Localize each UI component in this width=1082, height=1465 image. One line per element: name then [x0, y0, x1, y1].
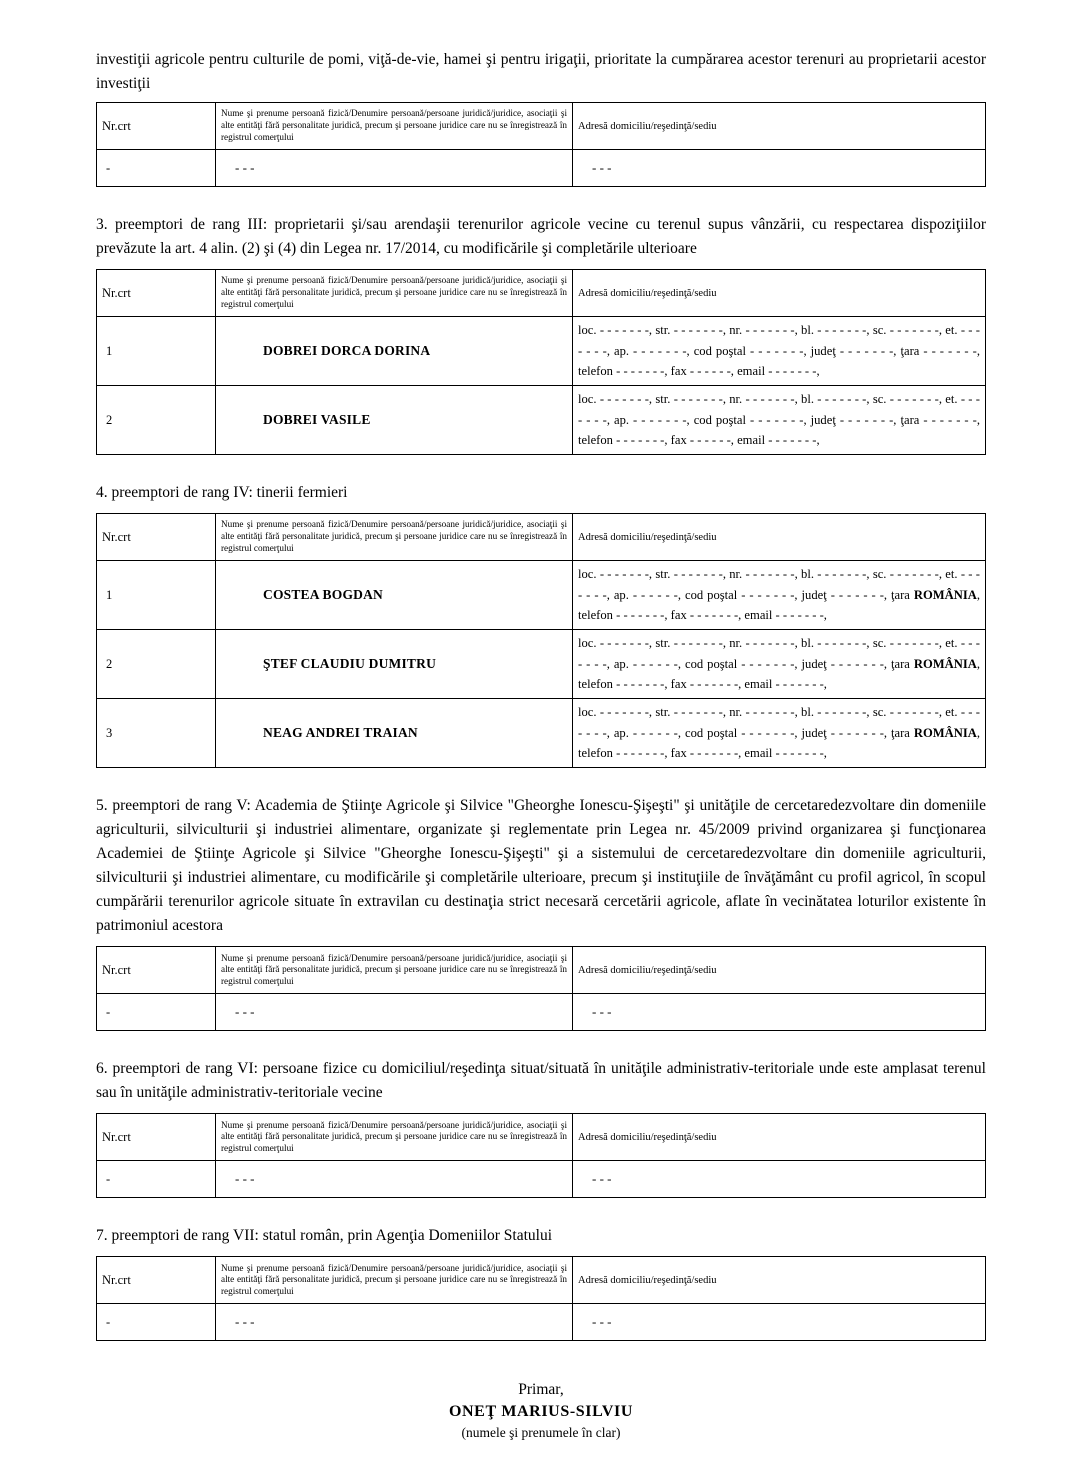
table-row: [97, 699, 986, 768]
preemptors-table-rank4: [96, 513, 986, 768]
address-text: loc. - - - - - - -, str. - - - - - - -, nr. - - - - - - -, bl. - - - - - - -, sc. - - - - - - -, et. - - - - - - -, ap. - - - - - - -, cod poştal - - - - - - -, judeţ - - - - - - -, ţara - - - - - - -, telefon - - - - - - -, fax - - - - - -, email - - - - - - -,: [578, 392, 980, 448]
header-cell-address: Adresă domiciliu/reşedinţă/sediu: [573, 1114, 986, 1161]
signature-note: (numele şi prenumele în clar): [461, 1425, 621, 1441]
header-cell-nr: Nr.crt: [97, 103, 216, 150]
address-text-post: , telefon - - - - - - -, fax - - - - - - -, email - - - - - - -,: [578, 725, 980, 761]
table-row: [97, 317, 986, 386]
header-cell-name: Nume şi prenume persoană fizică/Denumire persoană/persoane juridică/juridice, asociaţii şi alte entităţi fără personalitate juridică, precum şi persoane juridice care nu se înregistrează în registrul comerţului: [216, 947, 573, 994]
cell-nr: 3: [97, 699, 216, 768]
header-cell-name: Nume şi prenume persoană fizică/Denumire persoană/persoane juridică/juridice, asociaţii şi alte entităţi fără personalitate juridică, precum şi persoane juridice care nu se înregistrează în registrul comerţului: [216, 1114, 573, 1161]
signature-name: ONEŢ MARIUS-SILVIU: [448, 1403, 634, 1421]
header-cell-nr: Nr.crt: [97, 947, 216, 994]
header-cell-nr: Nr.crt: [97, 270, 216, 317]
header-cell-name: Nume şi prenume persoană fizică/Denumire persoană/persoane juridică/juridice, asociaţii şi alte entităţi fără personalitate juridică, precum şi persoane juridice care nu se înregistrează în registrul comerţului: [216, 1257, 573, 1304]
table-header-row: [97, 1114, 986, 1161]
table-header-row: [97, 270, 986, 317]
header-cell-address: Adresă domiciliu/reşedinţă/sediu: [573, 270, 986, 317]
cell-nr: 2: [97, 630, 216, 699]
cell-name: - - -: [216, 1161, 573, 1198]
cell-address: [573, 699, 986, 768]
cell-nr: -: [97, 1161, 216, 1198]
cell-address: - - -: [573, 1161, 986, 1198]
cell-name: NEAG ANDREI TRAIAN: [216, 699, 573, 768]
header-cell-name: Nume şi prenume persoană fizică/Denumire persoană/persoane juridică/juridice, asociaţii şi alte entităţi fără personalitate juridică, precum şi persoane juridice care nu se înregistrează în registrul comerţului: [216, 103, 573, 150]
cell-address: [573, 630, 986, 699]
intro-paragraph: investiţii agricole pentru culturile de pomi, viţă-de-vie, hamei şi pentru irigaţii, prioritate la cumpărarea acestor terenuri au proprietarii acestor investiţii: [96, 51, 986, 93]
cell-name: DOBREI VASILE: [216, 386, 573, 455]
cell-address: [573, 317, 986, 386]
address-text: loc. - - - - - - -, str. - - - - - - -, nr. - - - - - - -, bl. - - - - - - -, sc. - - - - - - -, et. - - - - - - -, ap. - - - - - -, cod poştal - - - - - - -, judeţ - - - - - - -, ţara: [578, 567, 980, 602]
preemptors-table-rank6: [96, 1113, 986, 1198]
table-row: [97, 1304, 986, 1341]
table-row: [97, 150, 986, 187]
table-header-row: [97, 947, 986, 994]
table-row: [97, 561, 986, 630]
header-cell-nr: Nr.crt: [97, 514, 216, 561]
table-header-row: [97, 514, 986, 561]
preemptors-table-rank7: [96, 1256, 986, 1341]
cell-nr: 1: [97, 317, 216, 386]
header-cell-nr: Nr.crt: [97, 1257, 216, 1304]
section-title-rank7: 7. preemptori de rang VII: statul român, prin Agenţia Domeniilor Statului: [96, 1227, 553, 1245]
header-cell-name: Nume şi prenume persoană fizică/Denumire persoană/persoane juridică/juridice, asociaţii şi alte entităţi fără personalitate juridică, precum şi persoane juridice care nu se înregistrează în registrul comerţului: [216, 514, 573, 561]
address-text: loc. - - - - - - -, str. - - - - - - -, nr. - - - - - - -, bl. - - - - - - -, sc. - - - - - - -, et. - - - - - - -, ap. - - - - - -, cod poştal - - - - - - -, judeţ - - - - - - -, ţara: [578, 636, 980, 671]
cell-address: [573, 561, 986, 630]
cell-nr: 1: [97, 561, 216, 630]
header-cell-address: Adresă domiciliu/reşedinţă/sediu: [573, 514, 986, 561]
cell-nr: -: [97, 994, 216, 1031]
table-row: [97, 630, 986, 699]
cell-name: - - -: [216, 150, 573, 187]
address-country: ROMÂNIA: [913, 725, 977, 740]
header-cell-address: Adresă domiciliu/reşedinţă/sediu: [573, 1257, 986, 1304]
table-header-row: [97, 1257, 986, 1304]
address-text-post: , telefon - - - - - - -, fax - - - - - - -, email - - - - - - -,: [578, 656, 980, 692]
header-cell-address: Adresă domiciliu/reşedinţă/sediu: [573, 103, 986, 150]
cell-nr: -: [97, 1304, 216, 1341]
preemptors-table-rank5: [96, 946, 986, 1031]
preemptors-table-rank3: [96, 269, 986, 455]
cell-name: ŞTEF CLAUDIU DUMITRU: [216, 630, 573, 699]
header-cell-address: Adresă domiciliu/reşedinţă/sediu: [573, 947, 986, 994]
table-row: [97, 994, 986, 1031]
section-title-rank6: 6. preemptori de rang VI: persoane fizice cu domiciliul/reşedinţa situat/situată în unităţile administrativ-teritoriale unde este amplasat terenul sau în unităţile administrativ-teritoriale vecine: [96, 1060, 986, 1102]
header-cell-nr: Nr.crt: [97, 1114, 216, 1161]
address-text: loc. - - - - - - -, str. - - - - - - -, nr. - - - - - - -, bl. - - - - - - -, sc. - - - - - - -, et. - - - - - - -, ap. - - - - - -, cod poştal - - - - - - -, judeţ - - - - - - -, ţara: [578, 705, 980, 740]
signature-block: [96, 1381, 986, 1441]
cell-name: DOBREI DORCA DORINA: [216, 317, 573, 386]
address-country: ROMÂNIA: [913, 587, 977, 602]
cell-address: - - -: [573, 1304, 986, 1341]
cell-address: - - -: [573, 150, 986, 187]
cell-address: - - -: [573, 994, 986, 1031]
header-cell-name: Nume şi prenume persoană fizică/Denumire persoană/persoane juridică/juridice, asociaţii şi alte entităţi fără personalitate juridică, precum şi persoane juridice care nu se înregistrează în registrul comerţului: [216, 270, 573, 317]
cell-name: - - -: [216, 1304, 573, 1341]
section-title-rank3: 3. preemptori de rang III: proprietarii şi/sau arendaşii terenurilor agricole vecine cu terenul supus vânzării, cu respectarea dispoziţiilor prevăzute la art. 4 alin. (2) şi (4) din Legea nr. 17/2014, cu modificările şi completările ulterioare: [96, 216, 986, 258]
table-header-row: [97, 103, 986, 150]
cell-name: COSTEA BOGDAN: [216, 561, 573, 630]
address-text: loc. - - - - - - -, str. - - - - - - -, nr. - - - - - - -, bl. - - - - - - -, sc. - - - - - - -, et. - - - - - - -, ap. - - - - - - -, cod poştal - - - - - - -, judeţ - - - - - - -, ţara - - - - - - -, telefon - - - - - - -, fax - - - - - -, email - - - - - - -,: [578, 323, 980, 379]
cell-name: - - -: [216, 994, 573, 1031]
section-title-rank4: 4. preemptori de rang IV: tinerii fermieri: [96, 484, 348, 502]
table-row: [97, 386, 986, 455]
address-text-post: , telefon - - - - - - -, fax - - - - - - -, email - - - - - - -,: [578, 587, 980, 623]
signature-role: Primar,: [518, 1381, 564, 1399]
section-title-rank5: 5. preemptori de rang V: Academia de Ştiinţe Agricole şi Silvice "Gheorghe Ionescu-Şişeşti" şi unităţile de cercetaredezvoltare din domeniile agriculturii, silviculturii şi industriei alimentare, organizate şi reglementate prin Legea nr. 45/2009 privind organizarea şi funcţionarea Academiei de Ştiinţe Agricole şi Silvice "Gheorghe Ionescu-Şişeşti" şi a sistemului de cercetaredezvoltare din domeniile agriculturii, silviculturii şi industriei alimentare, cu modificările şi completările ulterioare, precum şi instituţiile de învăţământ cu profil agricol, în scopul cumpărării terenurilor agricole situate în extravilan cu destinaţia strict necesară cercetării agricole, aflate în vecinătatea loturilor existente în patrimoniul acestora: [96, 797, 986, 935]
cell-nr: 2: [97, 386, 216, 455]
cell-address: [573, 386, 986, 455]
address-country: ROMÂNIA: [913, 656, 977, 671]
table-row: [97, 1161, 986, 1198]
cell-nr: -: [97, 150, 216, 187]
preemptors-table-rank2: [96, 102, 986, 187]
